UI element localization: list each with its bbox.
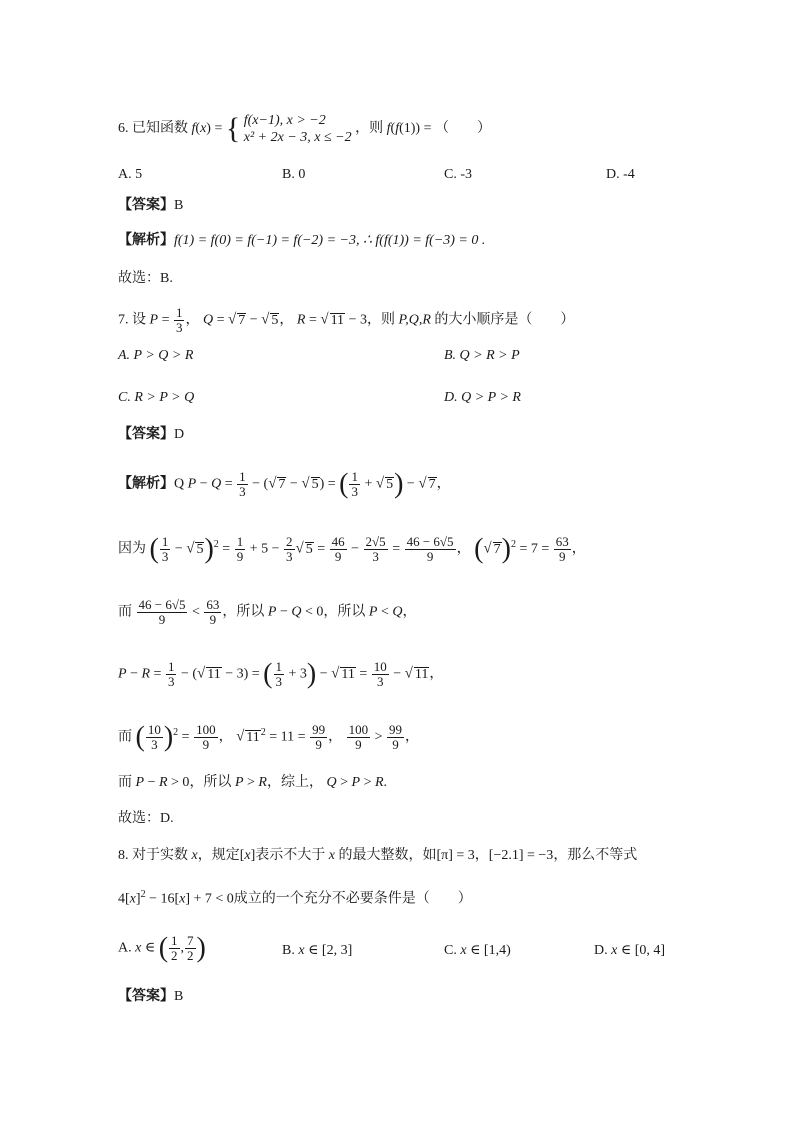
q8-stem-d: 的最大整数，如 <box>338 848 437 863</box>
q7-analysis-line4: P − R = $\frac{1}{3}$ − (√ 11 − 3) = ( $\frac{1}{3}$ + 3) − √ 11 = $\frac{10}{3}$ − √ 11， <box>118 658 444 690</box>
q7-option-d: D. Q > P > R <box>444 390 521 405</box>
q7-number: 7. 设 <box>118 312 146 328</box>
q7-answer-value: D <box>174 427 185 442</box>
q6-number: 6. <box>118 121 129 137</box>
q8-option-a: A. x ∈ ( $\frac{1}{2}$ , $\frac{7}{2}$ ) <box>118 932 206 964</box>
q6-case-1: f(x−1), x > −2 <box>243 113 326 128</box>
q8-answer-value: B <box>174 989 184 1004</box>
q8-option-b: B. x ∈ [2, 3] <box>282 943 353 958</box>
q8-option-b-label: B. <box>282 943 295 958</box>
q6-analysis <box>118 234 485 248</box>
q7-stem-tail: 的大小顺序是（ ） <box>434 312 575 328</box>
q7-analysis-line2: 因为 ( $\frac{1}{3}$ − √ 5)$^2$ = $\frac{1}{9}$ + 5 − $\frac{2}{3}$ √ 5 = $\frac{46}{9}$ − $\frac{2√5}{3}$ = $\frac{46 - 6√5}{9}$ ， (√ 7)$^2$ = 7 = $\frac{63}{9}$ ， <box>118 533 586 565</box>
q7-option-b: B. Q > R > P <box>444 348 520 363</box>
q8-answer <box>118 990 183 1004</box>
q6-piecewise <box>244 112 352 146</box>
q6-option-a: A. 5 <box>118 167 143 182</box>
q6-option-b: B. 0 <box>282 167 306 182</box>
q6-analysis-text: f(1) = f(0) = f(−1) = f(−2) = −3, ∴ f(f(1)) = f(−3) = 0 . <box>174 233 486 248</box>
q7-option-a: A. P > Q > R <box>118 348 194 363</box>
q8-option-c-label: C. <box>444 943 457 958</box>
q7-analysis-line1: 【解析】Q P − Q = $\frac{1}{3}$ − (√ 7 − √ 5) = ( $\frac{1}{3}$ + √ 5) − √ 7， <box>118 468 451 500</box>
q6-conclusion: 故选：B. <box>118 271 173 286</box>
q6-stem-text-b: ，则 <box>355 121 384 137</box>
q7-analysis-tag: 【解析】 <box>118 476 174 492</box>
q7-conclusion: 故选：D. <box>118 811 174 826</box>
q7-summary: ，综上， <box>266 775 323 790</box>
q8-option-c: C. x ∈ [1,4) <box>444 943 511 958</box>
q8-number: 8. <box>118 848 129 863</box>
q7-option-c: C. R > P > Q <box>118 390 195 405</box>
q7-and-prefix: 而 <box>118 604 132 620</box>
q7-so-text: ，所以 <box>222 604 265 620</box>
q7-so-text-2: ，所以 <box>323 604 366 620</box>
q7-analysis-line5: 而 ( $\frac{10}{3}$ )$^2$ = $\frac{100}{9}$ ， √ $11^2 = 11$ = $\frac{99}{9}$ ， $\frac{100}{9}$ > $\frac{99}{9}$ ， <box>118 721 419 753</box>
q8-stem-e: ，那么不等式 <box>553 848 638 863</box>
q7-analysis-line6: 而 P − R > 0，所以 P > R，综上， Q > P > R. <box>118 775 388 790</box>
q7-so-text-3: ，所以 <box>189 775 232 790</box>
q6-case-2: x² + 2x − 3, x ≤ −2 <box>243 130 352 145</box>
q6-stem: 6. 已知函数 f(x) = { f(x−1), x > −2 x² + 2x − 3, x ≤ −2 ，则 f(f(1)) = （ ） <box>118 112 491 145</box>
q8-stem-c: 表示不大于 <box>255 848 326 863</box>
q8-stem-b: ，规定 <box>197 848 240 863</box>
q8-option-d-label: D. <box>594 943 608 958</box>
q8-stem-line2: $4[x]^2 - 16[x] + 7 < 0$成立的一个充分不必要条件是（ ） <box>118 889 472 907</box>
q7-answer <box>118 428 184 442</box>
q6-option-d: D. -4 <box>606 167 635 182</box>
q6-analysis-tag: 【解析】 <box>118 233 174 248</box>
q8-stem-tail: 成立的一个充分不必要条件是（ ） <box>233 891 472 907</box>
q7-stem: 7. 设 P = $\frac{1}{3}$ ， Q = √ 7 − √ 5， R = √ 11 − 3，则 P,Q,R 的大小顺序是（ ） <box>118 305 575 335</box>
q6-answer <box>118 199 183 213</box>
q8-stem-line1: 8. 对于实数 x，规定[x]表示不大于 x 的最大整数，如[π] = 3，[−2.1] = −3，那么不等式 <box>118 848 638 863</box>
q6-option-c: C. -3 <box>444 167 472 182</box>
q8-answer-tag: 【答案】 <box>118 989 174 1004</box>
q7-because: 因为 <box>118 541 146 557</box>
q6-stem-text-a: 已知函数 <box>132 121 188 137</box>
q8-stem-a: 对于实数 <box>132 848 188 863</box>
q6-answer-value: B <box>174 198 184 213</box>
q7-answer-tag: 【答案】 <box>118 427 174 442</box>
q7-and-prefix-3: 而 <box>118 775 132 790</box>
q6-answer-tag: 【答案】 <box>118 198 174 213</box>
q7-analysis-line3: 而 $\frac{46 - 6√5}{9}$ < $\frac{63}{9}$ ，所以 P − Q < 0，所以 P < Q， <box>118 597 417 627</box>
q8-option-a-label: A. <box>118 940 132 956</box>
q6-stem-text-c: （ ） <box>434 121 491 137</box>
q8-option-d: D. x ∈ [0, 4] <box>594 943 666 958</box>
q7-and-prefix-2: 而 <box>118 729 132 745</box>
